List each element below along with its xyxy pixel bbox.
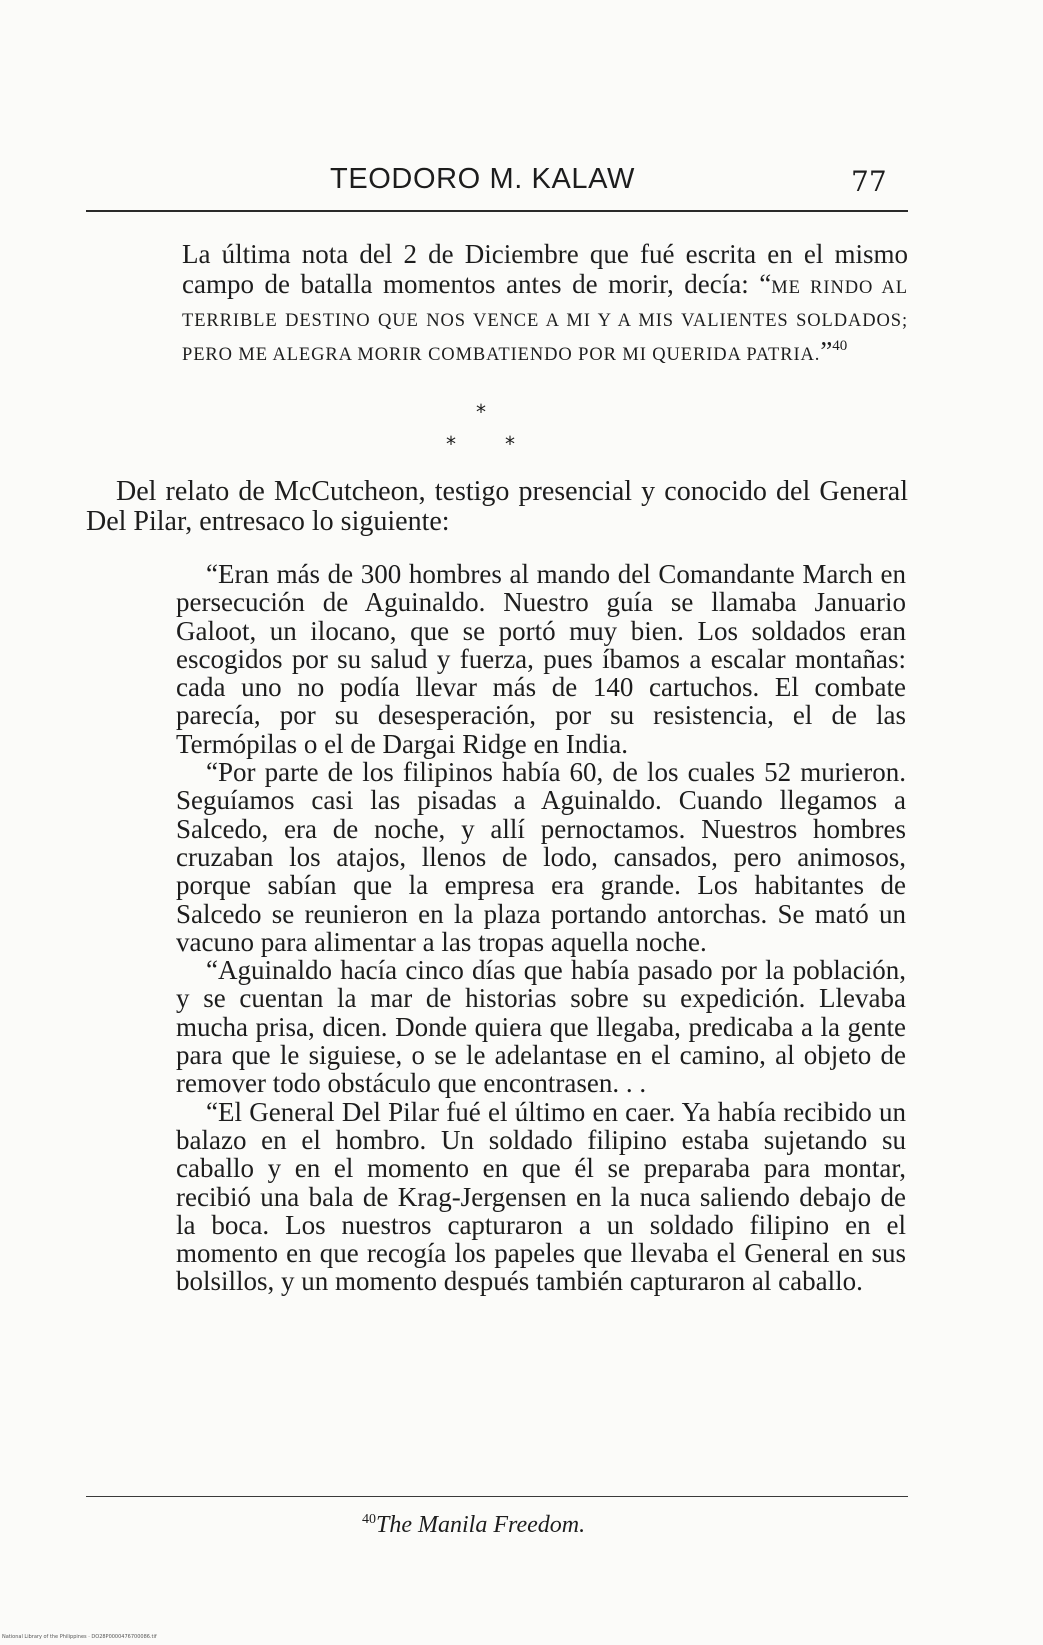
- running-head: [0, 163, 1043, 209]
- paragraph-last-note: [182, 240, 908, 370]
- paragraph-mccutcheon-intro: Del relato de McCutcheon, testigo presencial y conocido del General Del Pilar, entresaco lo siguiente:: [86, 476, 908, 537]
- asterism-star: *: [505, 432, 515, 456]
- footnote-text: The Manila Freedom.: [376, 1512, 586, 1538]
- quote-paragraph: “El General Del Pilar fué el último en caer. Ya había recibido un balazo en el hombro. Un soldado filipino estaba sujetando su caballo y en el momento en que él se preparaba para montar, recibió una bala de Krag-Jergensen en la nuca saliendo debajo de la boca. Los nuestros capturaron a un soldado filipino en el momento en que recogía los papeles que llevaba el General en sus bolsillos, y un momento después también capturaron al caballo.: [176, 1096, 906, 1297]
- header-rule: [86, 210, 908, 212]
- asterism-star: *: [476, 400, 486, 424]
- footnote: [362, 1512, 585, 1539]
- quote-close: ”: [820, 335, 833, 366]
- quoted-last-words: ME RINDO AL TERRIBLE DESTINO QUE NOS VENCE A MI Y A MIS VALIENTES SOLDADOS; PERO ME ALEGRA MORIR COMBATIENDO POR MI QUERIDA PATRIA.: [182, 277, 908, 365]
- quote-paragraph: “Por parte de los filipinos había 60, de los cuales 52 murieron. Seguíamos casi las pisadas a Aguinaldo. Cuando llegamos a Salcedo, era de noche, y allí pernoctamos. Nuestros hombres cruzaban los atajos, llenos de lodo, cansados, pero animosos, porque sabían que la empresa era grande. Los habitantes de Salcedo se reunieron en la plaza portando antorchas. Se mató un vacuno para alimentar a las tropas aquella noche.: [176, 757, 906, 957]
- quote-paragraph: “Eran más de 300 hombres al mando del Comandante March en persecución de Aguinaldo. Nuestro guía se llamaba Januario Galoot, un ilocano, que se portó muy bien. Los soldados eran escogidos por su salud y fuerza, pues íbamos a escalar montañas: cada uno no podía llevar más de 140 cartuchos. El combate parecía, por su desesperación, por su resistencia, el de las Termópilas o el de Dargai Ridge en India.: [176, 559, 906, 759]
- mccutcheon-quote: [176, 560, 906, 1296]
- page-number: 77: [851, 165, 887, 198]
- footnote-number: 40: [362, 1512, 376, 1527]
- footnote-rule: [86, 1496, 908, 1497]
- footnote-reference: 40: [832, 337, 848, 354]
- running-title: TEODORO M. KALAW: [330, 163, 635, 195]
- paragraph-intro: La última nota del 2 de Diciembre que fué escrita en el mismo campo de batalla momentos antes de morir, decía: “: [182, 239, 908, 299]
- quote-paragraph: “Aguinaldo hacía cinco días que había pasado por la población, y se cuentan la mar de historias sobre su expedición. Llevaba mucha prisa, dicen. Donde quiera que llegaba, predicaba a la gente para que le siguiese, o se le adelantase en el camino, al objeto de remover todo obstáculo que encontrasen. . .: [176, 955, 906, 1099]
- asterism-star: *: [446, 432, 456, 456]
- scan-watermark: National Library of the Philippines · DO28P0000476700086.tif: [2, 1634, 157, 1640]
